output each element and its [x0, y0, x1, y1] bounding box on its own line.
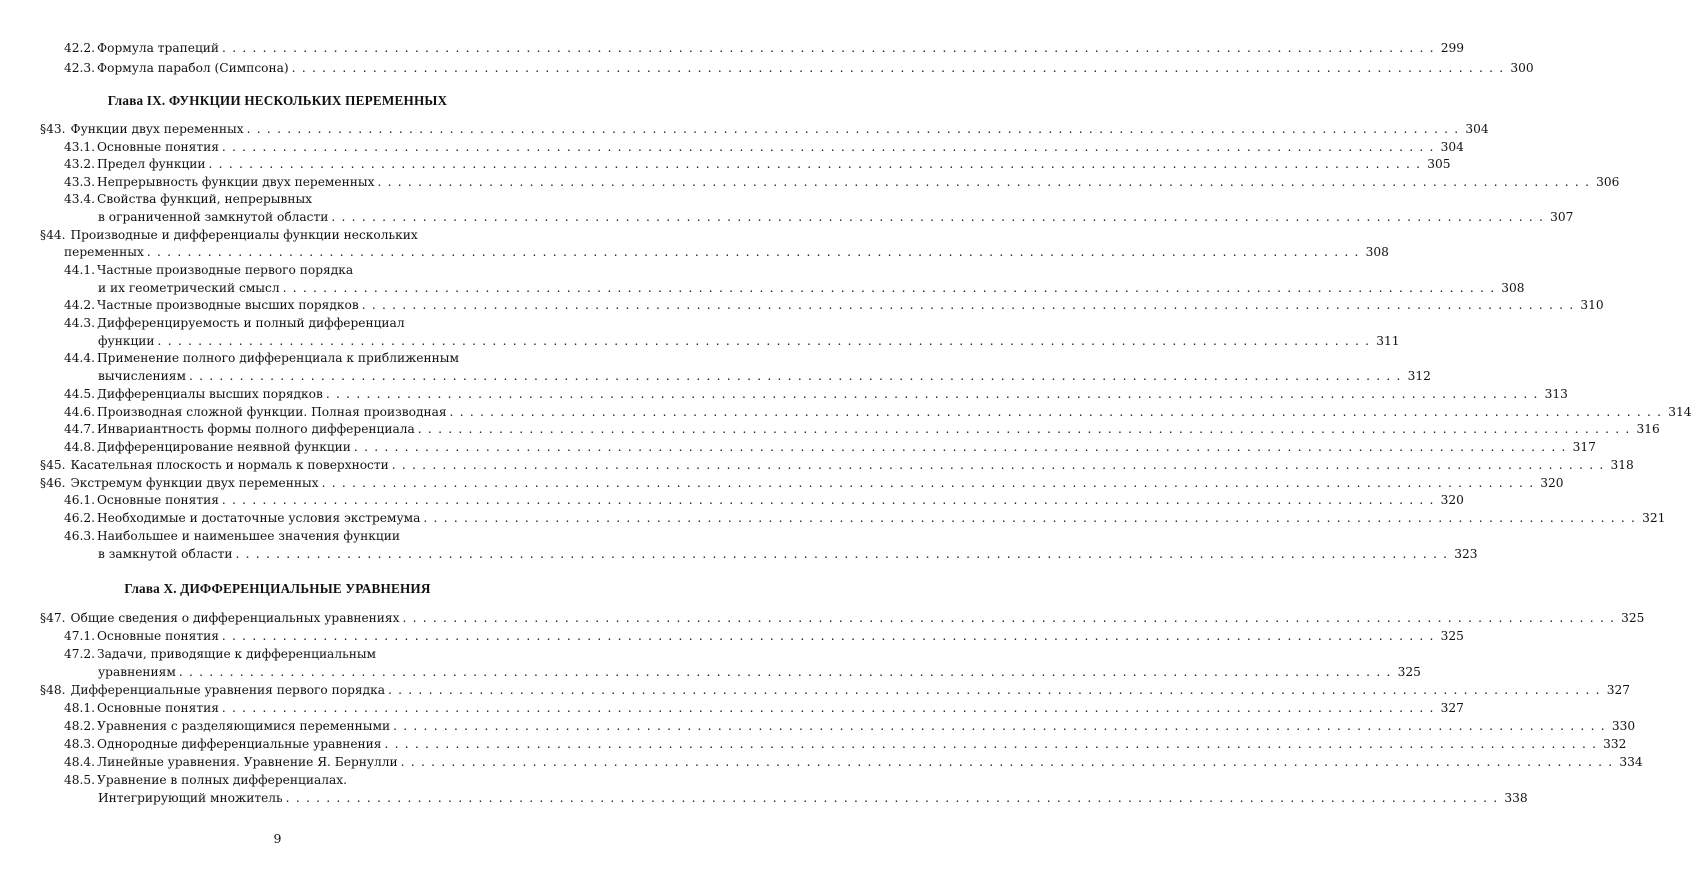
dot-leader: . . . . . . . . . . . . . . . . . . . . . . . . . . . . . . . . . . . . . . . . . . . . . . . . . . . . . . . . . . . . . . . . . . . . . . . . . . . . . . . . . . . . . . . . . . . . . . . . . . . . . . . . . . . . . . . . . . . . . . . .: [221, 701, 1435, 715]
section-title: Частные производные высших порядков: [97, 298, 359, 312]
section-number: 44.1.: [64, 263, 96, 277]
page-ref: 306: [1596, 175, 1620, 189]
dot-leader: . . . . . . . . . . . . . . . . . . . . . . . . . . . . . . . . . . . . . . . . . . . . . . . . . . . . . . . . . . . . . . . . . . . . . . . . . . . . . . . . . . . . . . . . . . . . . . . . . . . . . . . . . . . . . . . . . . . . . . . .: [282, 281, 1496, 295]
section-title: Дифференциальные уравнения первого порядка: [70, 683, 385, 697]
section-title: Частные производные первого порядка: [97, 263, 354, 277]
section-number: 47.1.: [64, 629, 96, 643]
toc-continuation-line: [98, 209, 1574, 225]
page-ref: 305: [1427, 157, 1451, 171]
section-title: Экстремум функции двух переменных: [70, 476, 319, 490]
section-title: Задачи, приводящие к дифференциальным: [97, 647, 377, 661]
section-title: Основные понятия: [97, 629, 219, 643]
section-number: 48.1.: [64, 701, 96, 715]
dot-leader: . . . . . . . . . . . . . . . . . . . . . . . . . . . . . . . . . . . . . . . . . . . . . . . . . . . . . . . . . . . . . . . . . . . . . . . . . . . . . . . . . . . . . . . . . . . . . . . . . . . . . . . . . . . . . . . . . . . . . . . .: [391, 458, 1605, 472]
dot-leader: . . . . . . . . . . . . . . . . . . . . . . . . . . . . . . . . . . . . . . . . . . . . . . . . . . . . . . . . . . . . . . . . . . . . . . . . . . . . . . . . . . . . . . . . . . . . . . . . . . . . . . . . . . . . . . . . . . . . . . . .: [146, 245, 1360, 259]
toc-continuation-line: [98, 664, 1421, 680]
toc-continuation-line: [98, 368, 1431, 384]
section-title: Наибольшее и наименьшее значения функции: [97, 529, 400, 543]
toc-entry: [64, 510, 1666, 526]
dot-leader: . . . . . . . . . . . . . . . . . . . . . . . . . . . . . . . . . . . . . . . . . . . . . . . . . . . . . . . . . . . . . . . . . . . . . . . . . . . . . . . . . . . . . . . . . . . . . . . . . . . . . . . . . . . . . . . . . . . . . . . .: [157, 334, 1371, 348]
section-number: 46.2.: [64, 511, 96, 525]
dot-leader: . . . . . . . . . . . . . . . . . . . . . . . . . . . . . . . . . . . . . . . . . . . . . . . . . . . . . . . . . . . . . . . . . . . . . . . . . . . . . . . . . . . . . . . . . . . . . . . . . . . . . . . . . . . . . . . . . . . . . . . .: [291, 61, 1505, 75]
section-number: §47.: [40, 611, 66, 625]
section-title: Непрерывность функции двух переменных: [97, 175, 375, 189]
page-ref: 304: [1440, 140, 1464, 154]
section-number: 44.2.: [64, 298, 96, 312]
section-number: 44.3.: [64, 316, 96, 330]
page-ref: 325: [1621, 611, 1645, 625]
section-title: Интегрирующий множитель: [98, 791, 283, 805]
dot-leader: . . . . . . . . . . . . . . . . . . . . . . . . . . . . . . . . . . . . . . . . . . . . . . . . . . . . . . . . . . . . . . . . . . . . . . . . . . . . . . . . . . . . . . . . . . . . . . . . . . . . . . . . . . . . . . . . . . . . . . . .: [400, 755, 1614, 769]
section-number: 46.1.: [64, 493, 96, 507]
section-title: переменных: [64, 245, 144, 259]
toc-entry: [64, 439, 1596, 455]
dot-leader: . . . . . . . . . . . . . . . . . . . . . . . . . . . . . . . . . . . . . . . . . . . . . . . . . . . . . . . . . . . . . . . . . . . . . . . . . . . . . . . . . . . . . . . . . . . . . . . . . . . . . . . . . . . . . . . . . . . . . . . .: [221, 629, 1435, 643]
section-number: 46.3.: [64, 529, 96, 543]
section-title: Линейные уравнения. Уравнение Я. Бернулли: [97, 755, 398, 769]
section-title: Формула трапеций: [97, 41, 220, 55]
toc-entry: [64, 528, 491, 544]
dot-leader: . . . . . . . . . . . . . . . . . . . . . . . . . . . . . . . . . . . . . . . . . . . . . . . . . . . . . . . . . . . . . . . . . . . . . . . . . . . . . . . . . . . . . . . . . . . . . . . . . . . . . . . . . . . . . . . . . . . . . . . .: [178, 665, 1392, 679]
section-number: 44.7.: [64, 422, 96, 436]
chapter-heading: Глава X. ДИФФЕРЕНЦИАЛЬНЫЕ УРАВНЕНИЯ: [124, 581, 431, 596]
dot-leader: . . . . . . . . . . . . . . . . . . . . . . . . . . . . . . . . . . . . . . . . . . . . . . . . . . . . . . . . . . . . . . . . . . . . . . . . . . . . . . . . . . . . . . . . . . . . . . . . . . . . . . . . . . . . . . . . . . . . . . . .: [449, 405, 1663, 419]
section-number: 43.2.: [64, 157, 96, 171]
section-title: Инвариантность формы полного дифференциала: [97, 422, 415, 436]
toc-entry: [64, 736, 1627, 752]
toc-entry: [64, 646, 491, 662]
page-ref: 307: [1550, 210, 1574, 224]
toc-entry: [64, 772, 491, 788]
page-ref: 327: [1606, 683, 1630, 697]
section-title: Основные понятия: [97, 701, 219, 715]
dot-leader: . . . . . . . . . . . . . . . . . . . . . . . . . . . . . . . . . . . . . . . . . . . . . . . . . . . . . . . . . . . . . . . . . . . . . . . . . . . . . . . . . . . . . . . . . . . . . . . . . . . . . . . . . . . . . . . . . . . . . . . .: [221, 493, 1435, 507]
dot-leader: . . . . . . . . . . . . . . . . . . . . . . . . . . . . . . . . . . . . . . . . . . . . . . . . . . . . . . . . . . . . . . . . . . . . . . . . . . . . . . . . . . . . . . . . . . . . . . . . . . . . . . . . . . . . . . . . . . . . . . . .: [417, 422, 1631, 436]
section-title: Основные понятия: [97, 493, 219, 507]
section-number: 44.8.: [64, 440, 96, 454]
dot-leader: . . . . . . . . . . . . . . . . . . . . . . . . . . . . . . . . . . . . . . . . . . . . . . . . . . . . . . . . . . . . . . . . . . . . . . . . . . . . . . . . . . . . . . . . . . . . . . . . . . . . . . . . . . . . . . . . . . . . . . . .: [235, 547, 1449, 561]
section-number: 48.2.: [64, 719, 96, 733]
page-ref: 313: [1544, 387, 1568, 401]
dot-leader: . . . . . . . . . . . . . . . . . . . . . . . . . . . . . . . . . . . . . . . . . . . . . . . . . . . . . . . . . . . . . . . . . . . . . . . . . . . . . . . . . . . . . . . . . . . . . . . . . . . . . . . . . . . . . . . . . . . . . . . .: [188, 369, 1402, 383]
page-ref: 300: [1510, 61, 1534, 75]
section-title: уравнениям: [98, 665, 176, 679]
section-title: Формула парабол (Симпсона): [97, 61, 289, 75]
section-number: 42.3.: [64, 61, 96, 75]
section-title: Предел функции: [97, 157, 206, 171]
page-ref: 299: [1440, 41, 1465, 55]
toc-entry: [64, 492, 1464, 508]
section-title: в замкнутой области: [98, 547, 233, 561]
toc-entry: [40, 457, 1634, 473]
toc-entry: [64, 315, 491, 331]
toc-entry: [40, 227, 491, 243]
page-ref: 330: [1611, 719, 1636, 733]
page-ref: 320: [1540, 476, 1564, 490]
page-ref: 317: [1572, 440, 1596, 454]
dot-leader: . . . . . . . . . . . . . . . . . . . . . . . . . . . . . . . . . . . . . . . . . . . . . . . . . . . . . . . . . . . . . . . . . . . . . . . . . . . . . . . . . . . . . . . . . . . . . . . . . . . . . . . . . . . . . . . . . . . . . . . .: [353, 440, 1567, 454]
dot-leader: . . . . . . . . . . . . . . . . . . . . . . . . . . . . . . . . . . . . . . . . . . . . . . . . . . . . . . . . . . . . . . . . . . . . . . . . . . . . . . . . . . . . . . . . . . . . . . . . . . . . . . . . . . . . . . . . . . . . . . . .: [331, 210, 1545, 224]
toc-continuation-line: [98, 280, 1525, 296]
section-title: вычислениям: [98, 369, 186, 383]
section-title: Необходимые и достаточные условия экстремума: [97, 511, 421, 525]
section-number: 47.2.: [64, 647, 96, 661]
page-ref: 325: [1440, 629, 1464, 643]
dot-leader: . . . . . . . . . . . . . . . . . . . . . . . . . . . . . . . . . . . . . . . . . . . . . . . . . . . . . . . . . . . . . . . . . . . . . . . . . . . . . . . . . . . . . . . . . . . . . . . . . . . . . . . . . . . . . . . . . . . . . . . .: [384, 737, 1598, 751]
toc-entry: [64, 386, 1568, 402]
section-title: Функции двух переменных: [70, 122, 244, 136]
page-ref: 308: [1501, 281, 1525, 295]
dot-leader: . . . . . . . . . . . . . . . . . . . . . . . . . . . . . . . . . . . . . . . . . . . . . . . . . . . . . . . . . . . . . . . . . . . . . . . . . . . . . . . . . . . . . . . . . . . . . . . . . . . . . . . . . . . . . . . . . . . . . . . .: [221, 140, 1435, 154]
section-number: 48.4.: [64, 755, 96, 769]
page-ref: 318: [1610, 458, 1634, 472]
dot-leader: . . . . . . . . . . . . . . . . . . . . . . . . . . . . . . . . . . . . . . . . . . . . . . . . . . . . . . . . . . . . . . . . . . . . . . . . . . . . . . . . . . . . . . . . . . . . . . . . . . . . . . . . . . . . . . . . . . . . . . . .: [402, 611, 1616, 625]
page-ref: 334: [1619, 755, 1643, 769]
toc-entry: [64, 40, 1465, 56]
chapter-heading: Глава IX. ФУНКЦИИ НЕСКОЛЬКИХ ПЕРЕМЕННЫХ: [107, 93, 448, 108]
section-number: 48.5.: [64, 773, 96, 787]
toc-entry: [40, 610, 1645, 626]
section-title: Производная сложной функции. Полная производная: [97, 405, 447, 419]
toc-continuation-line: [98, 333, 1400, 349]
page-number: 9: [273, 831, 282, 846]
section-number: 44.4.: [64, 351, 96, 365]
toc-entry: [64, 156, 1451, 172]
section-title: Уравнение в полных дифференциалах.: [97, 773, 347, 787]
dot-leader: . . . . . . . . . . . . . . . . . . . . . . . . . . . . . . . . . . . . . . . . . . . . . . . . . . . . . . . . . . . . . . . . . . . . . . . . . . . . . . . . . . . . . . . . . . . . . . . . . . . . . . . . . . . . . . . . . . . . . . . .: [393, 719, 1606, 733]
section-title: Производные и дифференциалы функции нескольких: [70, 228, 418, 242]
dot-leader: . . . . . . . . . . . . . . . . . . . . . . . . . . . . . . . . . . . . . . . . . . . . . . . . . . . . . . . . . . . . . . . . . . . . . . . . . . . . . . . . . . . . . . . . . . . . . . . . . . . . . . . . . . . . . . . . . . . . . . . .: [285, 791, 1499, 805]
page-ref: 311: [1376, 334, 1400, 348]
dot-leader: . . . . . . . . . . . . . . . . . . . . . . . . . . . . . . . . . . . . . . . . . . . . . . . . . . . . . . . . . . . . . . . . . . . . . . . . . . . . . . . . . . . . . . . . . . . . . . . . . . . . . . . . . . . . . . . . . . . . . . . .: [222, 41, 1435, 55]
page-ref: 332: [1603, 737, 1627, 751]
section-title: Касательная плоскость и нормаль к поверхности: [70, 458, 389, 472]
toc-entry: [64, 754, 1643, 770]
page-ref: 304: [1465, 122, 1489, 136]
toc-entry: [40, 475, 1564, 491]
toc-entry: [64, 628, 1464, 644]
page-ref: 327: [1440, 701, 1464, 715]
section-title: Дифференциалы высших порядков: [97, 387, 323, 401]
section-number: 44.5.: [64, 387, 96, 401]
section-number: §44.: [40, 228, 66, 242]
section-title: функции: [98, 334, 155, 348]
section-number: 43.3.: [64, 175, 96, 189]
page-ref: 308: [1365, 245, 1389, 259]
toc-entry: [64, 421, 1660, 437]
section-title: Основные понятия: [97, 140, 219, 154]
toc-continuation-line: [98, 790, 1528, 806]
section-number: 43.4.: [64, 192, 96, 206]
toc-entry: [40, 682, 1630, 698]
section-title: и их геометрический смысл: [98, 281, 280, 295]
toc-entry: [64, 139, 1464, 155]
toc-entry: [40, 121, 1489, 137]
page-ref: 325: [1397, 665, 1421, 679]
page-ref: 310: [1580, 298, 1604, 312]
section-title: Уравнения с разделяющимися переменными: [97, 719, 391, 733]
section-number: 43.1.: [64, 140, 96, 154]
dot-leader: . . . . . . . . . . . . . . . . . . . . . . . . . . . . . . . . . . . . . . . . . . . . . . . . . . . . . . . . . . . . . . . . . . . . . . . . . . . . . . . . . . . . . . . . . . . . . . . . . . . . . . . . . . . . . . . . . . . . . . . .: [423, 511, 1637, 525]
section-title: Применение полного дифференциала к приближенным: [97, 351, 459, 365]
page-ref: 316: [1636, 422, 1660, 436]
section-title: Общие сведения о дифференциальных уравнениях: [70, 611, 400, 625]
dot-leader: . . . . . . . . . . . . . . . . . . . . . . . . . . . . . . . . . . . . . . . . . . . . . . . . . . . . . . . . . . . . . . . . . . . . . . . . . . . . . . . . . . . . . . . . . . . . . . . . . . . . . . . . . . . . . . . . . . . . . . . .: [361, 298, 1575, 312]
toc-entry: [64, 174, 1620, 190]
dot-leader: . . . . . . . . . . . . . . . . . . . . . . . . . . . . . . . . . . . . . . . . . . . . . . . . . . . . . . . . . . . . . . . . . . . . . . . . . . . . . . . . . . . . . . . . . . . . . . . . . . . . . . . . . . . . . . . . . . . . . . . .: [246, 122, 1460, 136]
dot-leader: . . . . . . . . . . . . . . . . . . . . . . . . . . . . . . . . . . . . . . . . . . . . . . . . . . . . . . . . . . . . . . . . . . . . . . . . . . . . . . . . . . . . . . . . . . . . . . . . . . . . . . . . . . . . . . . . . . . . . . . .: [321, 476, 1535, 490]
page-ref: 314: [1668, 405, 1692, 419]
dot-leader: . . . . . . . . . . . . . . . . . . . . . . . . . . . . . . . . . . . . . . . . . . . . . . . . . . . . . . . . . . . . . . . . . . . . . . . . . . . . . . . . . . . . . . . . . . . . . . . . . . . . . . . . . . . . . . . . . . . . . . . .: [387, 683, 1601, 697]
section-title: Однородные дифференциальные уравнения: [97, 737, 382, 751]
section-number: §45.: [40, 458, 66, 472]
section-number: 48.3.: [64, 737, 96, 751]
toc-continuation-line: [98, 546, 1478, 562]
page-ref: 323: [1454, 547, 1478, 561]
toc-entry: [64, 350, 491, 366]
toc-entry: [64, 718, 1636, 734]
section-title: Дифференцируемость и полный дифференциал: [97, 316, 405, 330]
toc-entry: [64, 262, 491, 278]
toc-entry: [64, 191, 491, 207]
page-ref: 321: [1642, 511, 1666, 525]
dot-leader: . . . . . . . . . . . . . . . . . . . . . . . . . . . . . . . . . . . . . . . . . . . . . . . . . . . . . . . . . . . . . . . . . . . . . . . . . . . . . . . . . . . . . . . . . . . . . . . . . . . . . . . . . . . . . . . . . . . . . . . .: [377, 175, 1591, 189]
section-number: §43.: [40, 122, 66, 136]
toc-entry: [64, 297, 1604, 313]
section-number: §48.: [40, 683, 66, 697]
dot-leader: . . . . . . . . . . . . . . . . . . . . . . . . . . . . . . . . . . . . . . . . . . . . . . . . . . . . . . . . . . . . . . . . . . . . . . . . . . . . . . . . . . . . . . . . . . . . . . . . . . . . . . . . . . . . . . . . . . . . . . . .: [325, 387, 1539, 401]
toc-continuation-line: [64, 244, 1389, 260]
toc-entry: [64, 404, 1692, 420]
section-number: 42.2.: [64, 41, 96, 55]
section-number: 44.6.: [64, 405, 96, 419]
section-number: §46.: [40, 476, 66, 490]
section-title: Свойства функций, непрерывных: [97, 192, 313, 206]
page-ref: 312: [1407, 369, 1431, 383]
toc-entry: [64, 60, 1534, 76]
section-title: в ограниченной замкнутой области: [98, 210, 329, 224]
page-ref: 320: [1440, 493, 1464, 507]
dot-leader: . . . . . . . . . . . . . . . . . . . . . . . . . . . . . . . . . . . . . . . . . . . . . . . . . . . . . . . . . . . . . . . . . . . . . . . . . . . . . . . . . . . . . . . . . . . . . . . . . . . . . . . . . . . . . . . . . . . . . . . .: [208, 157, 1422, 171]
section-title: Дифференцирование неявной функции: [97, 440, 351, 454]
toc-entry: [64, 700, 1464, 716]
page-ref: 338: [1504, 791, 1528, 805]
